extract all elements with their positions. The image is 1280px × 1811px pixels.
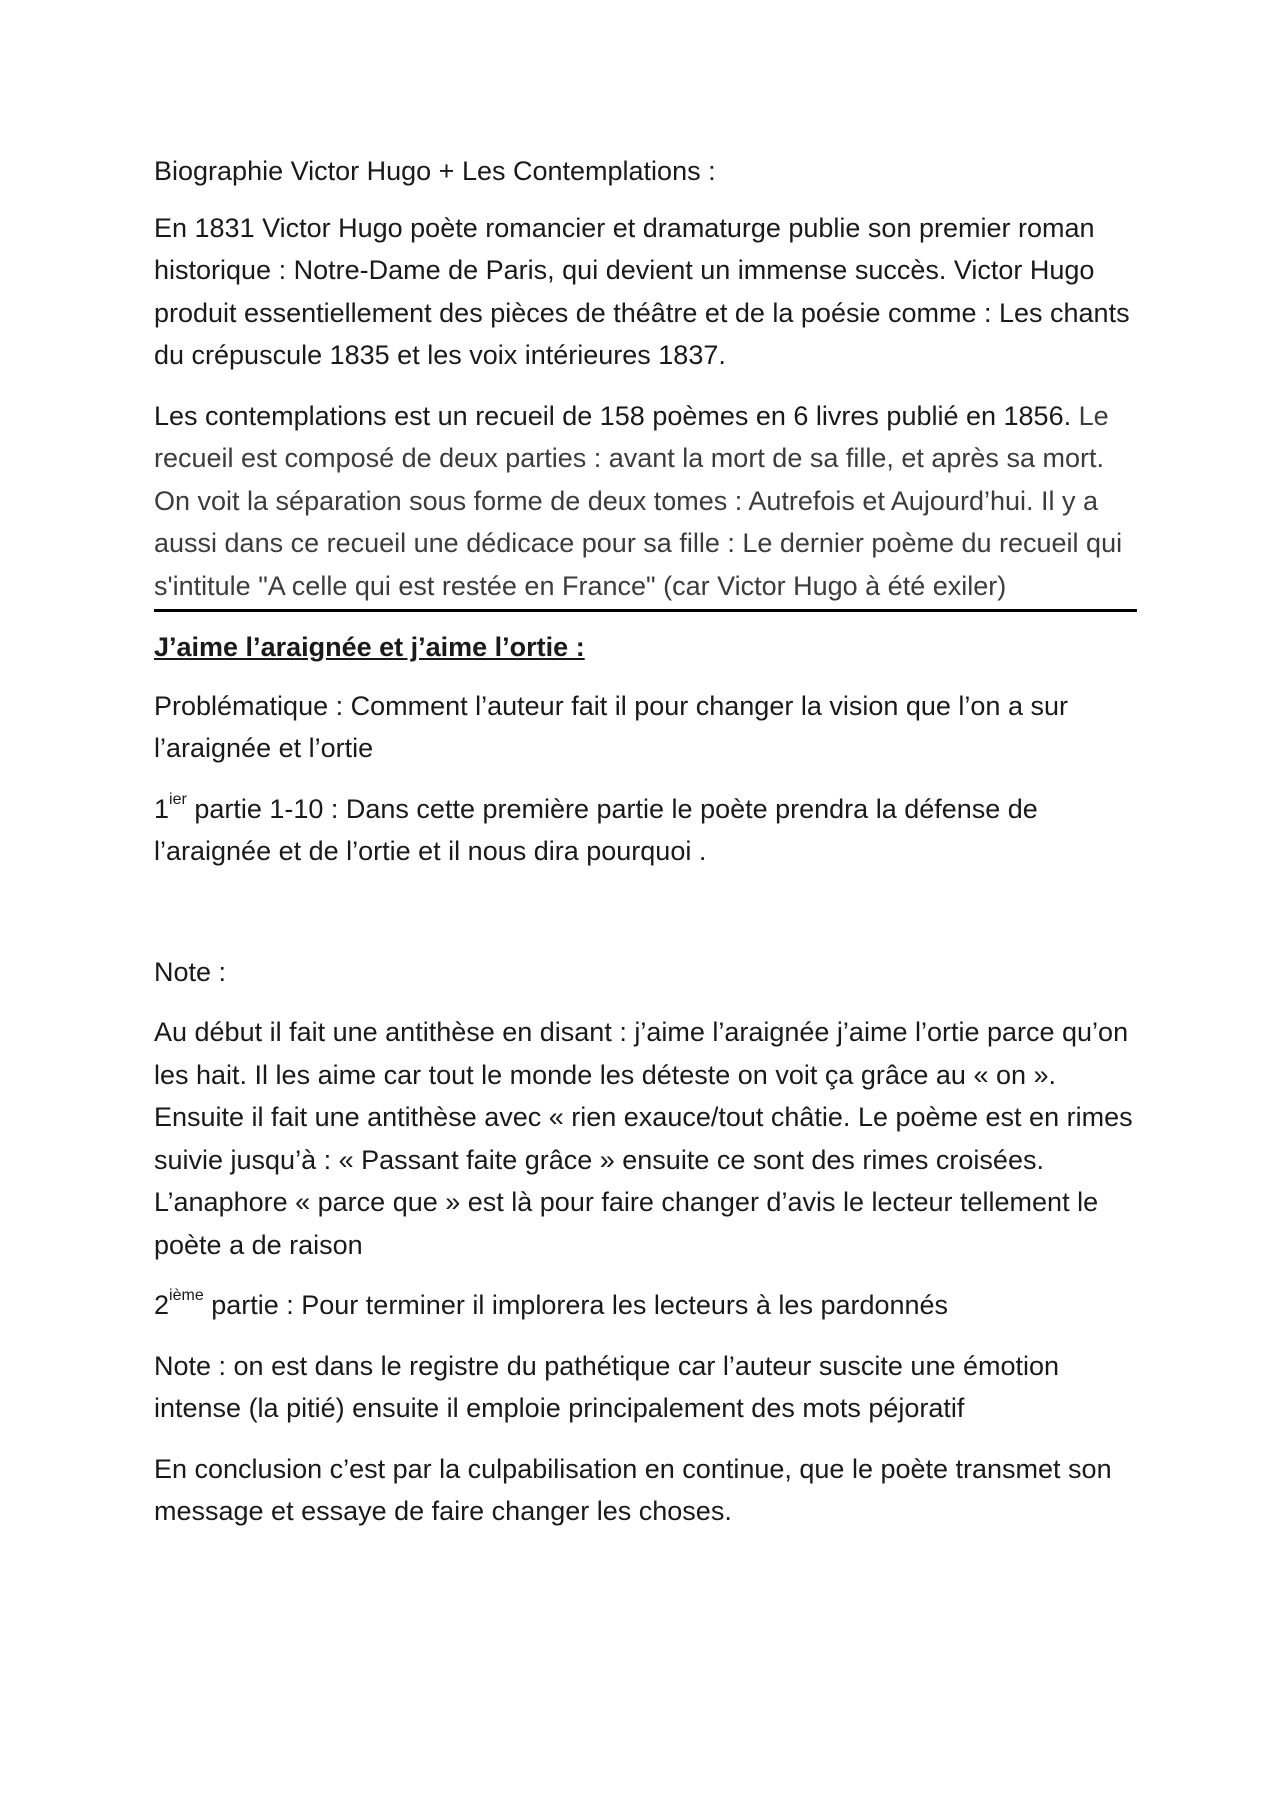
part-2-superscript: ième [169, 1287, 204, 1304]
poem-heading: J’aime l’araignée et j’aime l’ortie : [154, 632, 585, 662]
section-divider [154, 609, 1137, 612]
note-2-paragraph: Note : on est dans le registre du pathétique car l’auteur suscite une émotion intense (la pitié) ensuite il emploie principalement des mots péjoratif [154, 1350, 1060, 1423]
part-2 [154, 1284, 1144, 1327]
part-2-number: 2 [154, 1290, 170, 1320]
bio-paragraph-2-start: Les contemplations est un recueil de 158 poèmes en 6 livres publié en 1856. [154, 400, 1072, 431]
part-1-text: partie 1-10 : Dans cette première partie le poète prendra la défense de l’araignée et de l’ortie et il nous dira pourquoi . [154, 793, 1038, 866]
note-label: Note : [154, 956, 227, 987]
bio-title: Biographie Victor Hugo + Les Contemplations : [154, 156, 716, 186]
problematique: Problématique : Comment l’auteur fait il pour changer la vision que l’on a sur l’araignée et l’ortie [154, 690, 1068, 763]
bio-paragraph-1: En 1831 Victor Hugo poète romancier et dramaturge publie son premier roman historique : Notre-Dame de Paris, qui devient un immense succès. Victor Hugo produit essentiellement des pièces de théâtre et de la poésie comme : Les chants du crépuscule 1835 et les voix intérieures 1837. [154, 212, 1130, 370]
part-2-text: partie : Pour terminer il implorera les lecteurs à les pardonnés [203, 1290, 949, 1320]
note-paragraph: Au début il fait une antithèse en disant : j’aime l’araignée j’aime l’ortie parce qu’on les hait. Il les aime car tout le monde les déteste on voit ça grâce au « on ». Ensuite il fait une antithèse avec « rien exauce/tout châtie. Le poème est en rimes suivie jusqu’à : « Passant faite grâce » ensuite ce sont des rimes croisées. L’anaphore « parce que » est là pour faire changer d’avis le lecteur tellement le poète a de raison [154, 1017, 1133, 1260]
blank-space [154, 891, 1144, 951]
bio-paragraph-2 [154, 395, 1144, 608]
bio-paragraph-2-rest: Le recueil est composé de deux parties : avant la mort de sa fille, et après sa mort. On voit la séparation sous forme de deux tomes : Autrefois et Aujourd’hui. Il y a aussi dans ce recueil une dédicace pour sa fille : Le dernier poème du recueil qui s'intitule "A celle qui est restée en France" (car Victor Hugo à été exiler) [154, 400, 1123, 601]
conclusion-paragraph: En conclusion c’est par la culpabilisation en continue, que le poète transmet son message et essaye de faire changer les choses. [154, 1453, 1112, 1526]
document-page [154, 150, 1144, 1551]
part-1-superscript: ier [169, 790, 187, 808]
part-1-number: 1 [154, 793, 170, 824]
part-1 [154, 788, 1144, 873]
